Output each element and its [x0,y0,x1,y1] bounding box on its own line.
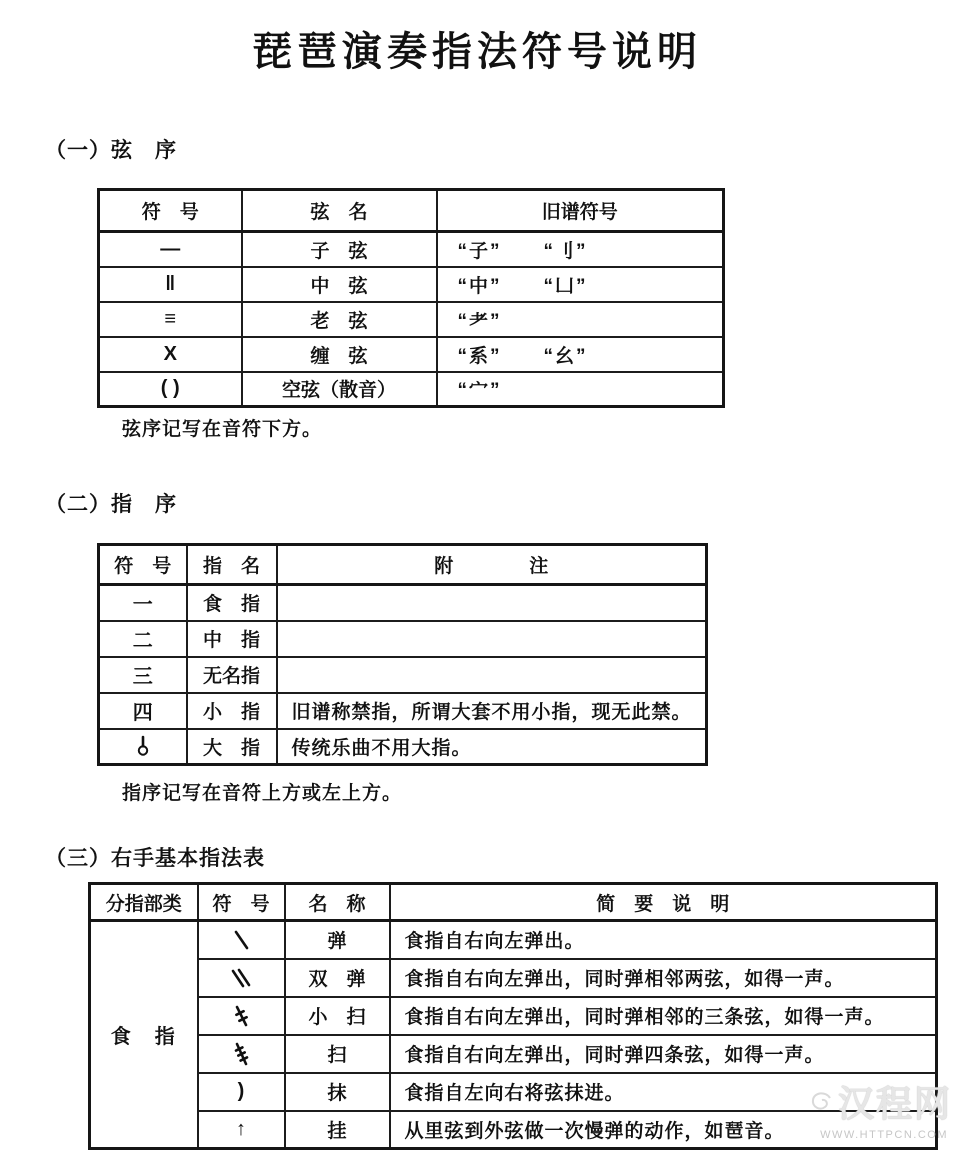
finger-category-cell: 食 指 [90,921,198,1149]
string-name-cell: 老 弦 [242,302,437,337]
notation-symbol: ‖ [165,272,176,295]
section-heading-finger-order: （二）指 序 [45,493,177,516]
old-notation-cell: “系” “幺” [437,337,724,372]
table-row [99,657,707,693]
string-order-header-row [99,190,724,232]
notation-symbol: — [160,237,181,260]
symbol-cell [99,267,242,302]
old-notation-cell: “宀” [437,372,724,407]
column-header: 简 要 说 明 [390,884,937,921]
symbol-cell [99,372,242,407]
notation-symbol: ) [237,1080,245,1102]
table-row [99,232,724,267]
table-row [90,921,937,959]
table-row [90,1073,937,1111]
thumb-notation-icon [128,731,158,761]
table-row [99,621,707,657]
symbol-cell [99,621,187,657]
old-notation-cell: “子” “刂” [437,232,724,267]
column-header: 符 号 [198,884,285,921]
remark-cell: 旧谱称禁指，所谓大套不用小指，现无此禁。 [277,693,707,729]
notation-symbol: 四 [132,702,153,724]
description-cell: 食指自右向左弹出，同时弹四条弦，如得一声。 [390,1035,937,1073]
section-heading-right-hand: （三）右手基本指法表 [45,847,265,870]
column-header: 旧谱符号 [437,190,724,232]
table-row [99,302,724,337]
tan-notation-icon [226,925,256,955]
remark-cell [277,621,707,657]
column-header: 符 号 [99,545,187,585]
symbol-cell [198,997,285,1035]
table-row [99,693,707,729]
technique-name-cell: 小 扫 [285,997,390,1035]
symbol-cell [99,693,187,729]
symbol-cell [99,302,242,337]
symbol-cell [99,232,242,267]
section-heading-string-order: （一）弦 序 [45,139,177,162]
symbol-cell [198,1111,285,1149]
watermark-brand: 汉程网 [837,1083,952,1124]
table-row [90,959,937,997]
column-header: 附 注 [277,545,707,585]
notation-symbol: ≡ [164,307,177,330]
right-hand-header-row [90,884,937,921]
old-notation-cell: “耂” [437,302,724,337]
description-cell: 食指自右向左弹出。 [390,921,937,959]
right-hand-fingering-table [88,882,938,1150]
string-order-table [97,188,725,408]
symbol-cell [99,729,187,765]
column-header: 符 号 [99,190,242,232]
remark-cell: 传统乐曲不用大指。 [277,729,707,765]
symbol-cell [99,585,187,621]
notation-symbol: X [163,342,177,365]
string-name-cell: 中 弦 [242,267,437,302]
column-header: 指 名 [187,545,277,585]
technique-name-cell: 抹 [285,1073,390,1111]
finger-name-cell: 大 指 [187,729,277,765]
table-row [99,729,707,765]
symbol-cell [99,657,187,693]
sao-notation-icon [226,1039,256,1069]
string-order-note: 弦序记写在音符下方。 [122,419,323,440]
technique-name-cell: 挂 [285,1111,390,1149]
remark-cell [277,585,707,621]
technique-name-cell: 扫 [285,1035,390,1073]
description-cell: 从里弦到外弦做一次慢弹的动作，如琶音。 [390,1111,937,1149]
description-cell: 食指自左向右将弦抹进。 [390,1073,937,1111]
table-row [90,1035,937,1073]
finger-order-note: 指序记写在音符上方或左上方。 [122,783,403,804]
table-row [99,372,724,407]
description-cell: 食指自右向左弹出，同时弹相邻两弦，如得一声。 [390,959,937,997]
finger-order-table [97,543,708,766]
symbol-cell [198,1035,285,1073]
description-cell: 食指自右向左弹出，同时弹相邻的三条弦，如得一声。 [390,997,937,1035]
xiaosao-notation-icon [226,1001,256,1031]
technique-name-cell: 弹 [285,921,390,959]
finger-name-cell: 中 指 [187,621,277,657]
old-notation-cell: “中” “凵” [437,267,724,302]
finger-order-header-row [99,545,707,585]
notation-symbol: 一 [132,594,153,617]
string-name-cell: 子 弦 [242,232,437,267]
technique-name-cell: 双 弹 [285,959,390,997]
watermark-url: WWW.HTTPCN.COM [820,1129,948,1141]
column-header: 弦 名 [242,190,437,232]
notation-symbol: ↑ [236,1117,246,1140]
column-header: 名 称 [285,884,390,921]
page-title: 琵琶演奏指法符号说明 [252,30,702,74]
table-row [99,267,724,302]
symbol-cell [99,337,242,372]
symbol-cell [198,921,285,959]
notation-symbol: ( ) [160,377,180,400]
table-row [90,997,937,1035]
symbol-cell [198,1073,285,1111]
string-name-cell: 缠 弦 [242,337,437,372]
notation-symbol: 三 [132,666,153,688]
remark-cell [277,657,707,693]
table-row [99,337,724,372]
symbol-cell [198,959,285,997]
finger-name-cell: 小 指 [187,693,277,729]
string-name-cell: 空弦（散音） [242,372,437,407]
table-row [99,585,707,621]
table-row [90,1111,937,1149]
notation-symbol: 二 [132,630,153,652]
column-header: 分指部类 [90,884,198,921]
shuangtan-notation-icon [226,963,256,993]
finger-name-cell: 食 指 [187,585,277,621]
finger-name-cell: 无名指 [187,657,277,693]
